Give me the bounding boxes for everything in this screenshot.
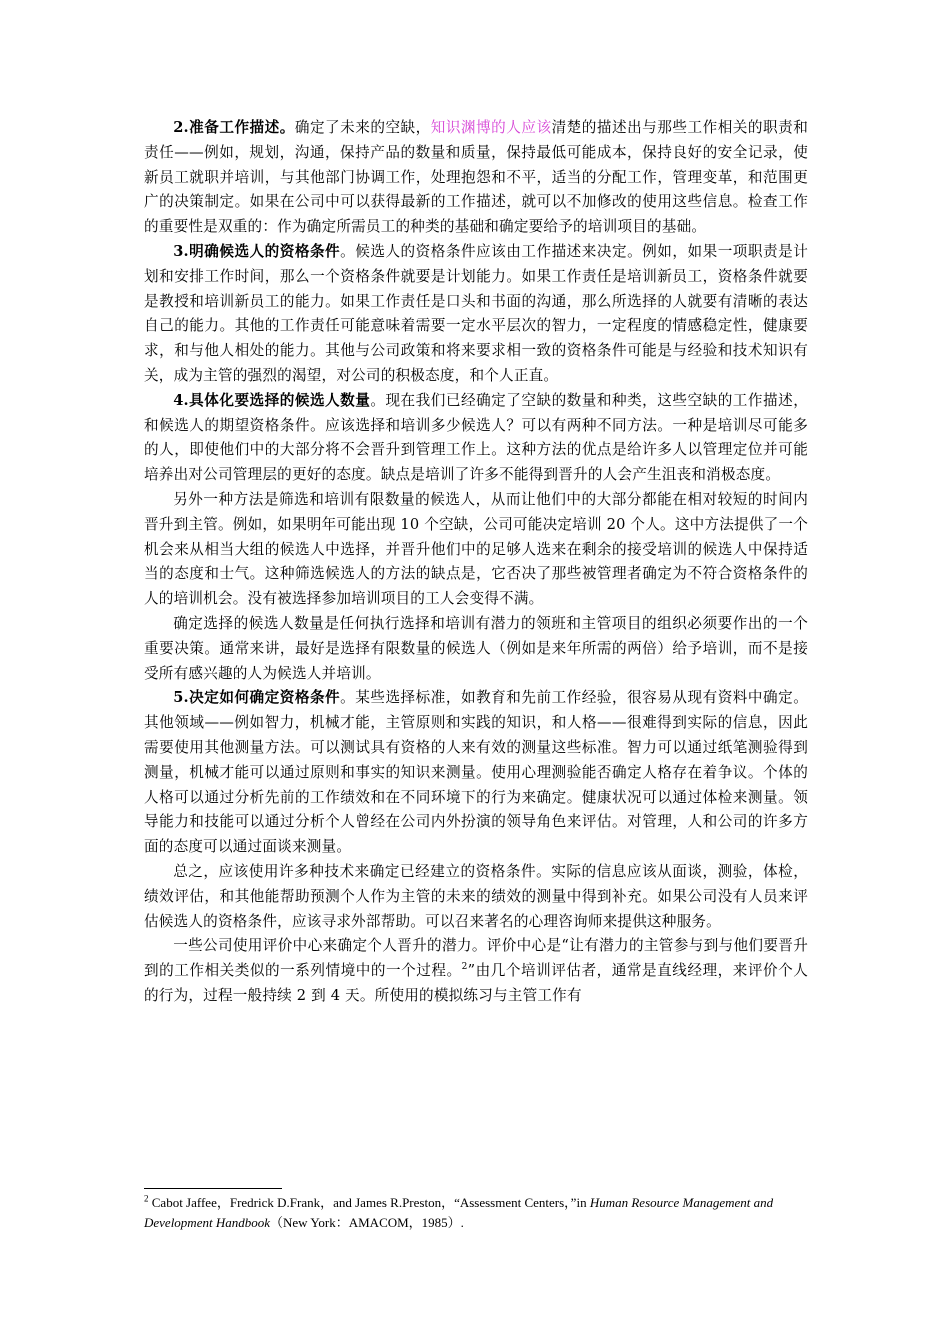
paragraph [144, 934, 808, 1008]
paragraph-step-5 [144, 686, 808, 860]
paragraph-text: 确定了未来的空缺， [294, 119, 431, 136]
paragraph-text: 另外一种方法是筛选和培训有限数量的候选人，从而让他们中的大部分都能在相对较短的时间内晋升到主管。例如，如果明年可能出现 10 个空缺，公司可能决定培训 20 个人。这中方法提供了一个机会来从相当大组的候选人中选择，并晋升他们中的足够人选来在剩余的接受培训的候选人中保持适当的态度和士气。这种筛选候选人的方法的缺点是，它否决了那些被管理者确定为不符合资格条件的人的培训机会。没有被选择参加培训项目的工人会变得不满。 [144, 490, 808, 608]
paragraph-step-2 [144, 116, 808, 240]
footnote-separator [144, 1188, 282, 1189]
footnote-marker: 2 [144, 1193, 149, 1204]
step-heading: 明确候选人的资格条件 [188, 242, 341, 260]
paragraph-text: 。候选人的资格条件应该由工作描述来决定。例如，如果一项职责是计划和安排工作时间，那么一个资格条件就要是计划能力。如果工作责任是培训新员工，资格条件就要是教授和培训新员工的能力。如果工作责任是口头和书面的沟通，那么所选择的人就要有清晰的表达自己的能力。其他的工作责任可能意味着需要一定水平层次的智力，一定程度的情感稳定性，健康要求，和与他人相处的能力。其他与公司政策和将来要求相一致的资格条件可能是与经验和技术知识有关，成为主管的强烈的渴望，对公司的积极态度，和个人正直。 [144, 242, 808, 384]
step-heading: 准备工作描述。 [188, 119, 295, 136]
paragraph-text: 清楚的描述出与那些工作相关的职责和责任——例如，规划，沟通，保持产品的数量和质量，保持最低可能成本，保持良好的安全记录，使新员工就职并培训，与其他部门协调工作，处理抱怨和不平，适当的分配工作，管理变革，和范围更广的决策制定。如果在公司中可以获得最新的工作描述，就可以不加修改的使用这些信息。检查工作的重要性是双重的：作为确定所需员工的种类的基础和确定要给予的培训项目的基础。 [144, 119, 808, 236]
step-heading: 决定如何确定资格条件 [188, 689, 341, 707]
highlighted-text: 知识渊博的人应该 [430, 119, 552, 136]
step-number: 3. [173, 242, 189, 260]
step-heading: 具体化要选择的候选人数量 [188, 391, 371, 409]
footnote-reference[interactable]: 2 [461, 962, 468, 973]
step-number: 4. [173, 391, 189, 409]
footnote-text: Cabot Jaffee，Fredrick D.Frank，and James R.Preston，“Assessment Centers，”in [148, 1195, 590, 1210]
footnote-book-title: Human Resource Management and Development Handbook [144, 1195, 774, 1230]
paragraph [144, 860, 808, 934]
paragraph-step-4 [144, 389, 808, 488]
step-number: 5. [173, 689, 189, 707]
paragraph-text: 一些公司使用评价中心来确定个人晋升的潜力。评价中心是“让有潜力的主管参与到与他们要晋升到的工作相关类似的一系列情境中的一个过程。 [144, 937, 808, 980]
footnote [144, 1193, 808, 1233]
paragraph-step-3 [144, 240, 808, 389]
paragraph-text: 。现在我们已经确定了空缺的数量和种类，这些空缺的工作描述，和候选人的期望资格条件。应该选择和培训多少候选人？可以有两种不同方法。一种是培训尽可能多的人，即使他们中的大部分将不会晋升到管理工作上。这种方法的优点是给许多人以管理定位并可能培养出对公司管理层的更好的态度。缺点是培训了许多不能得到晋升的人会产生沮丧和消极态度。 [144, 391, 808, 484]
step-number: 2. [173, 119, 189, 136]
paragraph-text: 确定选择的候选人数量是任何执行选择和培训有潜力的领班和主管项目的组织必须要作出的一个重要决策。通常来讲，最好是选择有限数量的候选人（例如是来年所需的两倍）给予培训，而不是接受所有感兴趣的人为候选人并培训。 [144, 614, 808, 682]
paragraph [144, 612, 808, 686]
paragraph-text: 总之，应该使用许多种技术来确定已经建立的资格条件。实际的信息应该从面谈，测验，体检，绩效评估，和其他能帮助预测个人作为主管的未来的绩效的测量中得到补充。如果公司没有人员来评估候选人的资格条件，应该寻求外部帮助。可以召来著名的心理咨询师来提供这种服务。 [144, 862, 808, 930]
paragraph [144, 488, 808, 612]
body-text [144, 116, 808, 1009]
footnote-text: （New York：AMACOM，1985）. [270, 1215, 464, 1230]
paragraph-text: 。某些选择标准，如教育和先前工作经验，很容易从现有资料中确定。其他领域——例如智力，机械才能，主管原则和实践的知识，和人格——很难得到实际的信息，因此需要使用其他测量方法。可以测试具有资格的人来有效的测量这些标准。智力可以通过纸笔测验得到测量，机械才能可以通过原则和事实的知识来测量。使用心理测验能否确定人格存在着争议。个体的人格可以通过分析先前的工作绩效和在不同环境下的行为来确定。健康状况可以通过体检来测量。领导能力和技能可以通过分析个人曾经在公司内外扮演的领导角色来评估。对管理，人和公司的许多方面的态度可以通过面谈来测量。 [144, 689, 808, 856]
paragraph-text: ”由几个培训评估者，通常是直线经理，来评价个人的行为，过程一般持续 2 到 4 天。所使用的模拟练习与主管工作有 [144, 962, 808, 1004]
